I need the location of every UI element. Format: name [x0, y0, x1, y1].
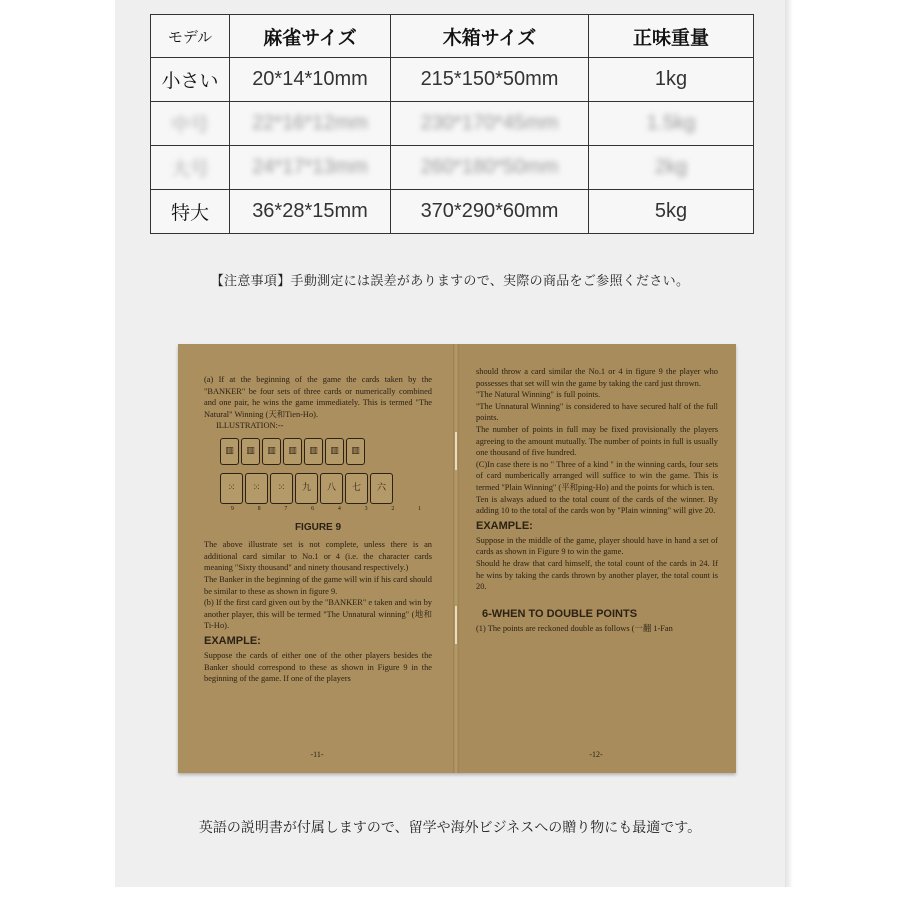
table-header-row	[151, 15, 754, 58]
staple-icon	[455, 606, 457, 644]
paragraph: "The Unnatural Winning" is considered to have secured half of the full points.	[476, 401, 718, 423]
measurement-note: 【注意事項】手動測定には誤差がありますので、実際の商品をご参照ください。	[210, 274, 690, 289]
weight-cell: 5kg	[589, 190, 754, 234]
mahjong-tile-icon: ▥	[283, 438, 302, 465]
header-model: モデル	[151, 15, 230, 58]
paragraph: should throw a card similar the No.1 or 4 in figure 9 the player who possesses that set will win the game by taking the card just thrown.	[476, 367, 718, 388]
page-number: -12-	[589, 750, 603, 760]
panel-shadow	[785, 0, 793, 887]
size-table	[150, 14, 754, 234]
paragraph: The above illustrate set is not complete, unless there is an additional card similar to No.1 or 4 (i.e. the character cards meaning "Sixty thousand" and ninety thousand respectively.)	[204, 540, 432, 573]
box-size-cell: 260*180*50mm	[391, 146, 589, 190]
mahjong-tile-icon: 九	[295, 473, 318, 504]
paragraph: Ten is always adued to the total count of the cards of the winner. By adding 10 to the total of the cards won by "Plain winning" will give 20.	[476, 494, 718, 516]
paragraph: (C)In case there is no " Three of a kind " in the winning cards, four sets of card numberically arranged will suffice to win the game. This is termed "Plain Winning" (平和ping-Ho) and the points for which is ten.	[476, 459, 718, 492]
row-label: 小さい	[151, 58, 230, 102]
booklet-page-right	[456, 344, 736, 773]
illustration-label: ILLUSTRATION:--	[216, 421, 284, 431]
row-label: 特大	[151, 190, 230, 234]
mahjong-tile-icon: ⁙	[220, 473, 243, 504]
mahjong-tile-icon: ▥	[325, 438, 344, 465]
mahjong-tile-icon: ▥	[241, 438, 260, 465]
table-row	[151, 190, 754, 234]
mahjong-tile-icon: 八	[320, 473, 343, 504]
mahjong-tile-icon: ▥	[304, 438, 323, 465]
example-heading: EXAMPLE:	[204, 634, 261, 647]
paragraph: The number of points in full may be fixed provisionally the players agreeing to the amount mutually. The number of points in full is usually one thousand of five hundred.	[476, 424, 718, 458]
paragraph: Suppose in the middle of the game, player should have in hand a set of cards as shown in Figure 9 to win the game.	[476, 535, 718, 557]
header-tile-size: 麻雀サイズ	[230, 15, 391, 58]
paragraph: (a) If at the beginning of the game the cards taken by the "BANKER" be four sets of three cards or numerically combined and one pair, he wins the game immediately. This is termed "The Natural" Winning (天和Tien-Ho).	[204, 375, 432, 419]
tile-size-cell: 24*17*13mm	[230, 146, 391, 190]
paragraph: The Banker in the beginning of the game will win if his card should be similar to these as shown in figure 9.	[204, 574, 432, 596]
paragraph: Should he draw that card himself, the total count of the cards in 24. If he wins by taking the cards thrown by another player, the total count is 20.	[476, 558, 718, 592]
tile-size-cell: 20*14*10mm	[230, 58, 391, 102]
table-row	[151, 102, 754, 146]
mahjong-tile-icon: ▥	[262, 438, 281, 465]
box-size-cell: 215*150*50mm	[391, 58, 589, 102]
paragraph: "The Natural Winning" is full points.	[476, 390, 601, 400]
mahjong-tile-icon: ▥	[220, 438, 239, 465]
mahjong-tile-icon: ▥	[346, 438, 365, 465]
mahjong-tile-icon: 七	[345, 473, 368, 504]
page-number: -11-	[310, 750, 324, 760]
header-box-size: 木箱サイズ	[391, 15, 589, 58]
booklet-page-left	[178, 344, 456, 773]
tile-row-top	[220, 438, 432, 465]
booklet-spine	[453, 344, 459, 773]
instruction-booklet-photo	[178, 344, 736, 773]
header-net-weight: 正味重量	[589, 15, 754, 58]
tile-numbers: 9 8 7 6 4 3 2 1	[230, 505, 422, 512]
manual-description: 英語の説明書が付属しますので、留学や海外ビジネスへの贈り物にも最適です。	[198, 820, 702, 836]
example-heading: EXAMPLE:	[476, 519, 533, 532]
box-size-cell: 230*170*45mm	[391, 102, 589, 146]
mahjong-tile-icon: ⁙	[270, 473, 293, 504]
table-row	[151, 146, 754, 190]
table-row	[151, 58, 754, 102]
figure-caption: FIGURE 9	[294, 521, 342, 533]
paragraph: (b) If the first card given out by the "BANKER" e taken and win by another player, this will be termed "The Unnatural winning" (地和 Ti-Ho).	[204, 598, 432, 631]
tile-row-bottom	[220, 473, 432, 504]
row-label: 大号	[151, 146, 230, 190]
box-size-cell: 370*290*60mm	[391, 190, 589, 234]
staple-icon	[455, 432, 457, 470]
mahjong-tile-icon: 六	[370, 473, 393, 504]
tile-size-cell: 22*16*12mm	[230, 102, 391, 146]
section-heading: 6-WHEN TO DOUBLE POINTS	[482, 607, 638, 620]
weight-cell: 1kg	[589, 58, 754, 102]
weight-cell: 1.5kg	[589, 102, 754, 146]
mahjong-tile-icon: ⁙	[245, 473, 268, 504]
row-label: 中号	[151, 102, 230, 146]
paragraph: (1) The points are reckoned double as follows (一翻 1-Fan	[476, 623, 673, 633]
tile-size-cell: 36*28*15mm	[230, 190, 391, 234]
weight-cell: 2kg	[589, 146, 754, 190]
paragraph: Suppose the cards of either one of the other players besides the Banker should correspond to these as shown in Figure 9 in the beginning of the game. If one of the players	[204, 650, 432, 684]
